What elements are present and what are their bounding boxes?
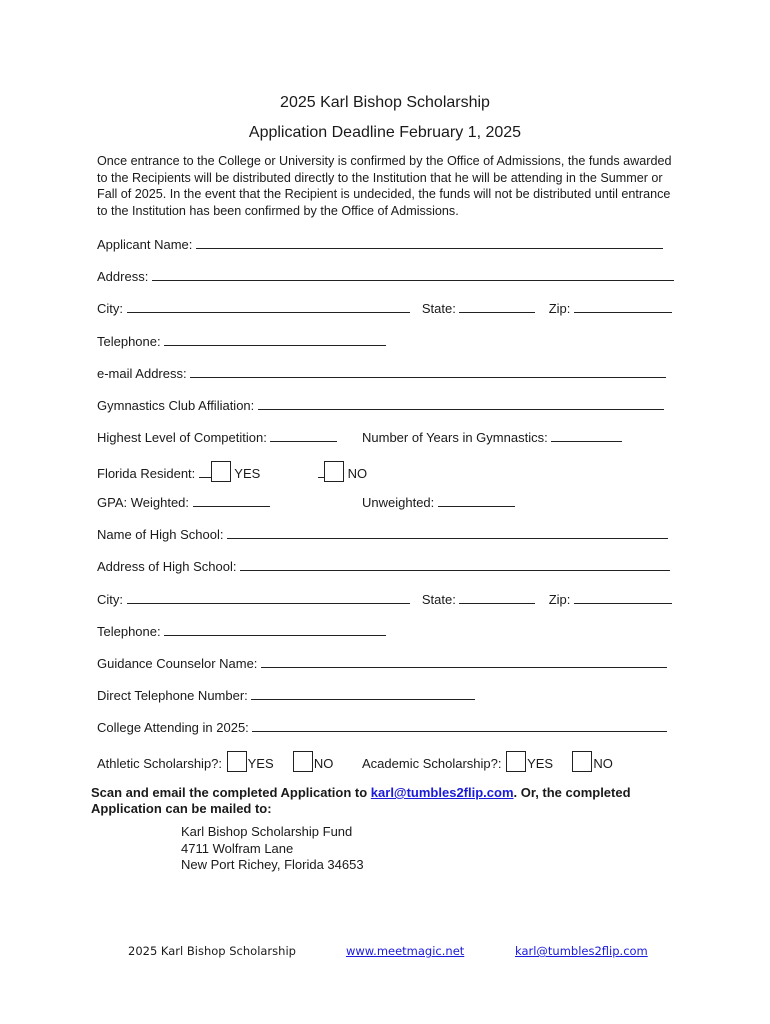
high-school-label: Name of High School: xyxy=(97,527,224,542)
gpa-unweighted-field[interactable] xyxy=(438,494,515,507)
years-row xyxy=(362,429,622,446)
athletic-no-label: NO xyxy=(313,756,334,771)
mailing-address xyxy=(181,824,364,874)
gpa-unweighted-row xyxy=(362,494,515,511)
telephone-field[interactable] xyxy=(164,333,386,346)
gpa-unweighted-label: Unweighted: xyxy=(362,495,435,510)
applicant-name-row xyxy=(97,236,663,253)
submit-text-part2: . Or, the completed xyxy=(513,785,631,800)
mailing-line-1: Karl Bishop Scholarship Fund xyxy=(181,824,353,839)
club-label: Gymnastics Club Affiliation: xyxy=(97,398,255,413)
florida-no-group xyxy=(318,461,367,482)
submit-instructions xyxy=(91,785,691,817)
intro-paragraph: Once entrance to the College or University is confirmed by the Office of Admissions, the funds awarded to the Recipients will be distributed directly to the Institution that he will be attending in the Summer or Fall of 2025. In the event that the Recipient is undecided, the funds will not be distributed until entrance to the Institution has been confirmed by the Office of Admissions. xyxy=(97,154,672,218)
address-label: Address: xyxy=(97,269,149,284)
athletic-scholarship-row xyxy=(97,751,333,772)
academic-yes-checkbox[interactable] xyxy=(506,751,526,772)
state-label: State: xyxy=(421,301,456,316)
academic-no-label: NO xyxy=(593,756,613,771)
club-field[interactable] xyxy=(258,397,664,410)
city-state-zip-row xyxy=(97,300,672,317)
competition-row xyxy=(97,429,337,446)
competition-field[interactable] xyxy=(270,429,337,442)
college-label: College Attending in 2025: xyxy=(97,720,249,735)
years-field[interactable] xyxy=(551,429,622,442)
address-field[interactable] xyxy=(152,268,674,281)
direct-telephone-field[interactable] xyxy=(251,687,475,700)
athletic-scholarship-label: Athletic Scholarship?: xyxy=(97,756,223,771)
hs-telephone-field[interactable] xyxy=(164,623,386,636)
scholarship-title: 2025 Karl Bishop Scholarship xyxy=(280,94,490,111)
high-school-row xyxy=(97,526,668,543)
mailing-line-3: New Port Richey, Florida 34653 xyxy=(181,857,364,872)
hs-city-field[interactable] xyxy=(127,591,410,604)
academic-yes-label: YES xyxy=(527,756,554,771)
submit-text-part1: Scan and email the completed Application to xyxy=(91,785,371,800)
footer-email-link[interactable]: karl@tumbles2flip.com xyxy=(515,944,648,958)
hs-telephone-label: Telephone: xyxy=(97,624,161,639)
hs-city-label: City: xyxy=(97,592,123,607)
florida-yes-checkbox[interactable] xyxy=(211,461,231,482)
florida-no-checkbox[interactable] xyxy=(324,461,344,482)
athletic-yes-checkbox[interactable] xyxy=(227,751,247,772)
applicant-name-label: Applicant Name: xyxy=(97,237,193,252)
florida-yes-label: YES xyxy=(234,466,261,481)
college-field[interactable] xyxy=(252,719,667,732)
email-field[interactable] xyxy=(190,365,666,378)
hs-zip-label: Zip: xyxy=(548,592,571,607)
gpa-weighted-row xyxy=(97,494,270,511)
hs-city-state-zip-row xyxy=(97,591,672,608)
city-field[interactable] xyxy=(127,300,410,313)
footer-title: 2025 Karl Bishop Scholarship xyxy=(128,944,296,958)
direct-telephone-label: Direct Telephone Number: xyxy=(97,688,248,703)
academic-scholarship-row xyxy=(362,751,613,772)
gpa-weighted-label: GPA: Weighted: xyxy=(97,495,190,510)
competition-label: Highest Level of Competition: xyxy=(97,430,267,445)
application-deadline: Application Deadline February 1, 2025 xyxy=(248,124,522,141)
hs-state-field[interactable] xyxy=(459,591,535,604)
gpa-weighted-field[interactable] xyxy=(193,494,270,507)
florida-no-label: NO xyxy=(347,466,368,481)
hs-telephone-row xyxy=(97,623,386,640)
athletic-yes-label: YES xyxy=(247,756,274,771)
athletic-no-checkbox[interactable] xyxy=(293,751,313,772)
high-school-address-row xyxy=(97,558,670,575)
club-row xyxy=(97,397,664,414)
high-school-address-label: Address of High School: xyxy=(97,559,237,574)
telephone-row xyxy=(97,333,386,350)
academic-scholarship-label: Academic Scholarship?: xyxy=(362,756,502,771)
applicant-name-field[interactable] xyxy=(196,236,663,249)
mailing-line-2: 4711 Wolfram Lane xyxy=(181,840,294,856)
zip-label: Zip: xyxy=(548,301,571,316)
direct-telephone-row xyxy=(97,687,475,704)
footer-website-link[interactable]: www.meetmagic.net xyxy=(346,944,465,958)
telephone-label: Telephone: xyxy=(97,334,161,349)
hs-zip-field[interactable] xyxy=(574,591,672,604)
state-field[interactable] xyxy=(459,300,535,313)
counselor-field[interactable] xyxy=(261,655,667,668)
florida-resident-row xyxy=(97,461,260,482)
counselor-label: Guidance Counselor Name: xyxy=(97,656,258,671)
email-label: e-mail Address: xyxy=(97,366,187,381)
zip-field[interactable] xyxy=(574,300,672,313)
college-row xyxy=(97,719,667,736)
academic-no-checkbox[interactable] xyxy=(572,751,592,772)
email-row xyxy=(97,365,666,382)
high-school-address-field[interactable] xyxy=(240,558,670,571)
florida-resident-label: Florida Resident: xyxy=(97,466,196,481)
high-school-field[interactable] xyxy=(227,526,668,539)
hs-state-label: State: xyxy=(421,592,456,607)
counselor-row xyxy=(97,655,667,672)
address-row xyxy=(97,268,674,285)
city-label: City: xyxy=(97,301,123,316)
submit-email-link[interactable]: karl@tumbles2flip.com xyxy=(370,785,514,800)
submit-text-part3: Application can be mailed to: xyxy=(91,801,272,816)
years-label: Number of Years in Gymnastics: xyxy=(362,430,548,445)
